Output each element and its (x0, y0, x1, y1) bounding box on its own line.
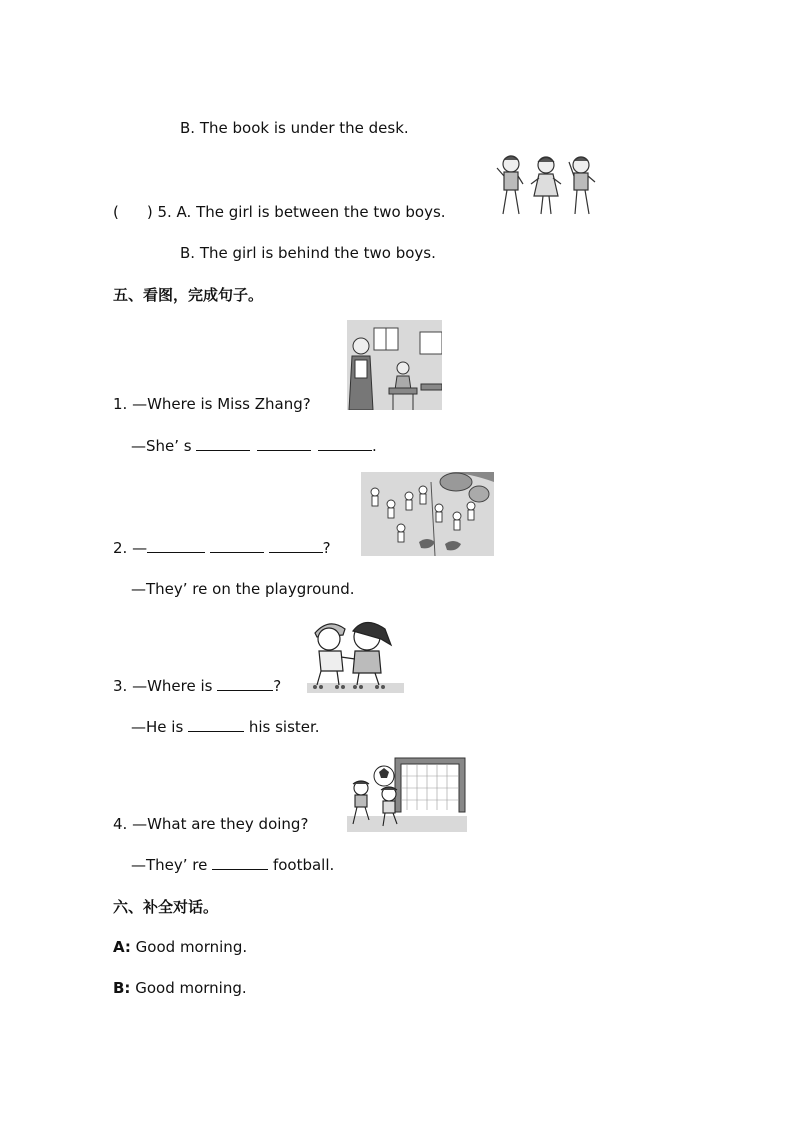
dialogue-text-a: Good morning. (135, 938, 248, 956)
s5-q4-question: 4. —What are they doing? (113, 815, 309, 833)
section5-title: 五、看图，完成句子。 (113, 286, 264, 304)
speaker-b: B: (113, 979, 131, 997)
s5-q3-answer-suffix: his sister. (248, 718, 320, 736)
s5-q1-answer-suffix: . (371, 437, 377, 455)
answer-blank[interactable] (210, 538, 264, 553)
answer-blank[interactable] (217, 676, 273, 691)
answer-blank[interactable] (147, 538, 205, 553)
s5-q3-answer (131, 717, 320, 737)
answer-blank[interactable] (196, 436, 250, 451)
q5-option-a (113, 202, 446, 222)
s5-q1-answer-prefix: —She’ s (131, 437, 192, 455)
s5-q3-question-suffix: ? (273, 677, 282, 695)
s5-q2-question (113, 538, 331, 558)
football-picture (347, 754, 467, 832)
classroom-teacher-picture (347, 320, 442, 410)
s5-q3-question-prefix: 3. —Where is (113, 677, 213, 695)
speaker-a: A: (113, 938, 131, 956)
s5-q2-answer: —They’ re on the playground. (131, 580, 355, 598)
skating-children-picture (307, 615, 404, 693)
q5-paren-open: ( (113, 203, 119, 221)
q5-option-b: B. The girl is behind the two boys. (180, 244, 436, 262)
s5-q1-question: 1. —Where is Miss Zhang? (113, 395, 311, 413)
section6-title: 六、补全对话。 (113, 898, 219, 916)
s5-q3-answer-prefix: —He is (131, 718, 184, 736)
answer-blank[interactable] (269, 538, 323, 553)
answer-blank[interactable] (318, 436, 372, 451)
answer-blank[interactable] (257, 436, 311, 451)
three-children-picture (495, 152, 603, 220)
s5-q4-answer-prefix: —They’ re (131, 856, 208, 874)
playground-picture (361, 472, 494, 556)
s5-q1-answer (131, 436, 377, 456)
q4-option-b: B. The book is under the desk. (180, 119, 409, 137)
q5-question-text: ) 5. A. The girl is between the two boys. (146, 203, 446, 221)
answer-blank[interactable] (188, 717, 244, 732)
answer-blank[interactable] (212, 855, 268, 870)
s5-q3-question (113, 676, 281, 696)
s5-q4-answer (131, 855, 334, 875)
dialogue-text-b: Good morning. (135, 979, 247, 997)
dialogue-line-a (113, 937, 247, 957)
s5-q2-question-suffix: ? (322, 539, 331, 557)
s5-q2-question-prefix: 2. — (113, 539, 148, 557)
s5-q4-answer-suffix: football. (272, 856, 335, 874)
dialogue-line-b (113, 978, 247, 998)
